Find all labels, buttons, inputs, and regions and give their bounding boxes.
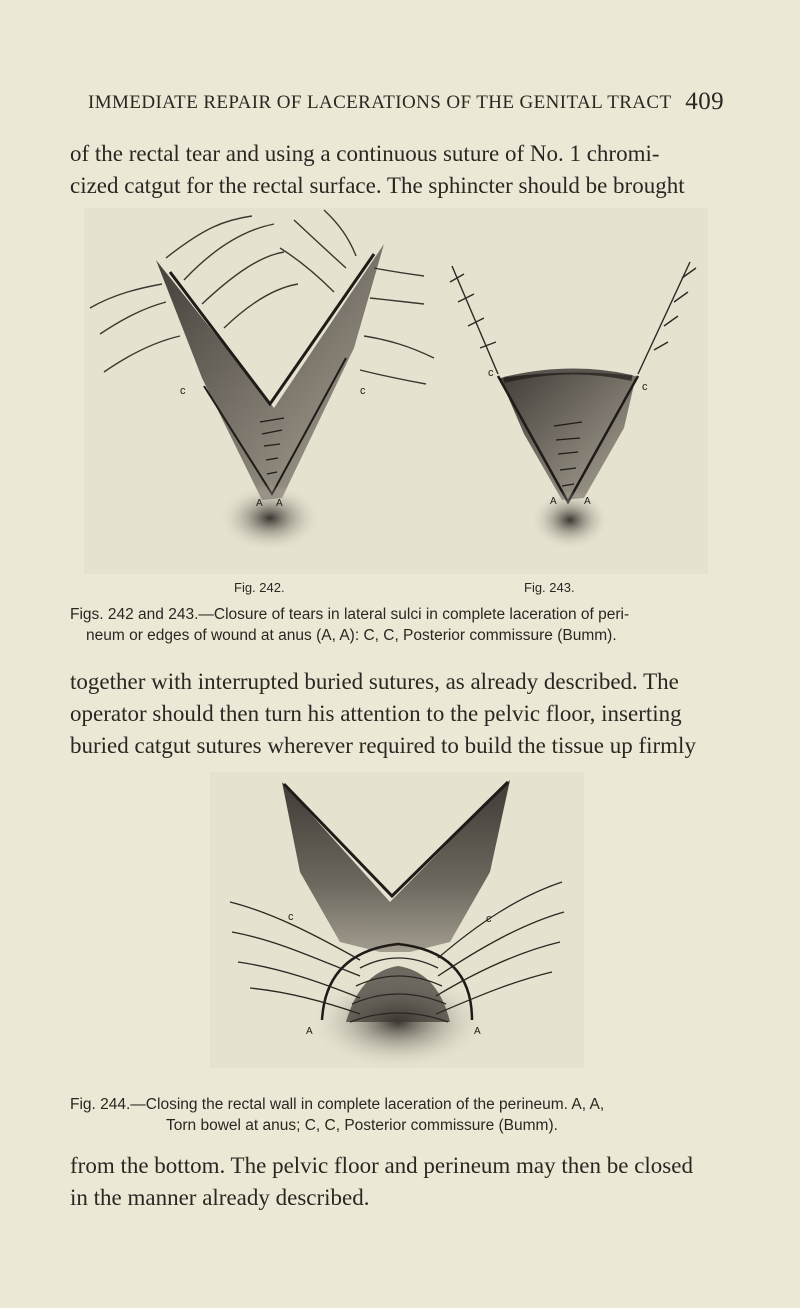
figure-242-243-illustration	[84, 208, 708, 574]
figure-244-plate	[210, 772, 584, 1068]
paragraph-bottom	[70, 1150, 730, 1214]
fig244-mark-a-left: A	[306, 1026, 313, 1037]
fig242-mark-a-left: A	[256, 498, 263, 509]
figure-243-drawing	[450, 262, 696, 550]
figure-242-label: Fig. 242.	[234, 580, 285, 595]
figure-244-drawing	[230, 780, 564, 1068]
fig242-mark-c-left: c	[180, 385, 186, 397]
fig244-mark-a-right: A	[474, 1026, 481, 1037]
figure-242-243-plate	[84, 208, 708, 574]
caption-line: neum or edges of wound at anus (A, A): C, C, Posterior commissure (Bumm).	[86, 627, 617, 644]
fig243-mark-c-right: c	[642, 381, 648, 393]
figure-243-label: Fig. 243.	[524, 580, 575, 595]
fig242-mark-c-right: c	[360, 385, 366, 397]
fig244-mark-c-left: c	[288, 911, 294, 923]
text-line: together with interrupted buried sutures, as already described. The	[70, 669, 679, 694]
running-head-title: IMMEDIATE REPAIR OF LACERATIONS OF THE GENITAL TRACT	[88, 92, 672, 113]
paragraph-top	[70, 138, 730, 202]
caption-line: Figs. 242 and 243.—Closure of tears in lateral sulci in complete laceration of peri-	[70, 606, 630, 623]
page-number: 409	[685, 88, 724, 115]
figure-244-caption	[70, 1094, 734, 1136]
text-line: buried catgut sutures wherever required to build the tissue up firmly	[70, 733, 696, 758]
fig242-mark-a-right: A	[276, 498, 283, 509]
fig243-mark-a-left: A	[550, 496, 557, 507]
caption-line: Fig. 244.—Closing the rectal wall in complete laceration of the perineum. A, A,	[70, 1096, 605, 1113]
figure-244-illustration	[210, 772, 584, 1068]
text-line: in the manner already described.	[70, 1185, 370, 1210]
text-line: from the bottom. The pelvic floor and perineum may then be closed	[70, 1153, 693, 1178]
paragraph-middle	[70, 666, 730, 762]
caption-line: Torn bowel at anus; C, C, Posterior commissure (Bumm).	[166, 1117, 558, 1134]
fig243-mark-a-right: A	[584, 496, 591, 507]
fig244-mark-c-right: c	[486, 913, 492, 925]
text-line: cized catgut for the rectal surface. The sphincter should be brought	[70, 173, 685, 198]
text-line: of the rectal tear and using a continuous suture of No. 1 chromi-	[70, 141, 660, 166]
text-line: operator should then turn his attention to the pelvic floor, inserting	[70, 701, 682, 726]
figure-242-243-caption	[70, 604, 734, 646]
fig243-mark-c-left: c	[488, 367, 494, 379]
